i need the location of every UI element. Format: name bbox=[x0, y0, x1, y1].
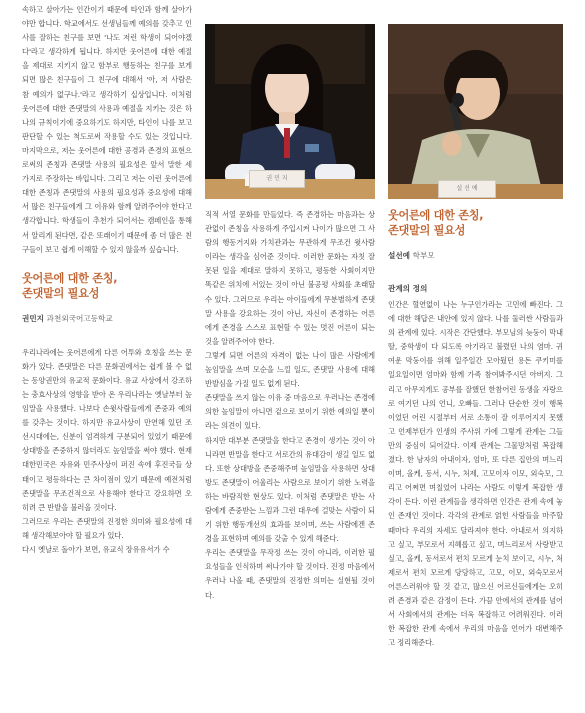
author-school: 과천외국어고등학교 bbox=[46, 313, 113, 323]
column-2-paragraph-3: 존댓말을 쓰지 않는 이유 중 마음으로 우러나는 존경에 의한 높임말이 아니면 겉으로 보이기 위한 예의일 뿐이라는 의견이 있다. bbox=[205, 393, 375, 431]
section-subheading: 관계의 정의 bbox=[388, 284, 428, 293]
article-heading: 웃어른에 대한 존칭, 존댓말의 필요성 bbox=[22, 271, 118, 300]
column-1-body bbox=[22, 346, 192, 557]
author-byline-2 bbox=[388, 250, 563, 261]
student-name-plate: 권 민 지 bbox=[249, 170, 305, 188]
column-1-paragraph-3: 그러므로 우리는 존댓말의 진정한 의미와 필요성에 대해 생각해보아야 할 필요가 있다. bbox=[22, 516, 192, 540]
column-1-paragraph-4: 다시 옛날로 돌아가 보면, 유교식 장유유서가 수 bbox=[22, 545, 170, 554]
column-3-paragraph-1: 인간은 혈연없이 나는 누구인가라는 고민에 빠진다. 그에 대한 해답은 내안에 있지 않다. 나를 둘러싼 사람들과의 관계에 있다. 시작은 간단했다. 부모님의 늦둥이 막내딸, 중학생이 다 되도록 아기라고 불렸던 나의 염마. 귀여운 막둥이를 위해 일주일간 모아뒀던 용돈 쿠키미를 일요일이면 엄마와 함께 가족 참여봐주시던 아버지. 그리고 아무지게도 공부를 잘했던 한참어린 동생을 자랑으로 여기던 나의 언니, 오빠들. 그러나 단순한 것이 행복이었던 어린 시절부터 서로 소통이 잘 이루어지지 못했고 언제부턴가 인생의 주사위 가에 그렇게 관계는 그들만의 중심이 되어갔다. 이제 관계는 그물망처럼 복잡해졌다. 한 남자의 아내이자, 엄마, 또 다른 집안의 며느리이며, 올케, 동서, 시누, 처제, 고모이자 이모, 외숙모, 그리고 어쩌면 며칠었어 나라는 사람도 이렇게 복잡한 생각이 든다. 이런 관계들을 생각하면 인간은 관계 속에 놓인 존재인 것이다. 각각의 관계로 얽힌 사람들을 마주할 때마다 우리의 자세도 달라져야 한다. 아내로서 의지하고 싶고, 부모로서 지혜롭고 싶고, 며느리로서 사랑받고 싶고, 올케, 동서로서 편치 모르게 눈치 보이고, 시누, 처제로서 편치 모르게 당당하고, 고모, 이모, 외숙모로서 어른스러워야 할 것 같고, 많으신 어르신들에게는 오히려 존경과 같은 감정이 든다. 가끔 안에서의 관계를 넘어서 사회에서의 관계는 더욱 복잡하고 어려워진다. 이러한 복잡한 관계 속에서 우리의 마음을 언어가 대변해주고 정리해준다. bbox=[388, 300, 563, 648]
column-2-paragraph-4: 하지만 대부분 존댓말을 한다고 존경이 생기는 것이 아니라면 반말을 한다고 서로간의 유대감이 생길 일도 없다. 또한 상대방을 존중해주며 높임말을 사용하면 상대방도 존댓말이 어울리는 사람으로 보이기 위한 노력을 하는 바람직한 현상도 있다. 이처럼 존댓말은 받는 사람에게 존중받는 느낌과 그런 대우에 걸맞는 사람이 되기 위한 행동개선의 효과를 보이며, 쓰는 사람에겐 존경을 표현하며 예의를 갖출 수 있게 해준다. bbox=[205, 435, 375, 544]
parent-photo bbox=[388, 24, 563, 199]
author-name-2: 설선예 bbox=[388, 251, 411, 260]
column-1-paragraph-2: 우리나라에는 웃어른에게 다른 어투와 호칭을 쓰는 문화가 있다. 존댓말은 다른 문화권에서는 쉽게 볼 수 없는 동양권만의 유교적 문화이다. 유교 사상에서 강조하는 충효사상의 영향을 받아 온 우리나라는 옛날부터 높임말을 사용했다. 나보다 손윗사람들에게 존중과 예의를 갖추는 것이다. 하지만 유교사상이 만연해 있던 조선시대에는, 신분이 엄격하게 구분되어 있었기 때문에 상대방을 존중하지 않더라도 높임말을 써야 했다. 현재 대한민국은 자유와 민주사상이 퍼진 속에 후진국들 상태이고 평등하다는 큰 차이점이 있기 때문에 예전처럼 존댓말을 무조건적으로 사용해야 한다고 강요하면 오히려 큰 반발을 불러올 것이다. bbox=[22, 347, 192, 512]
column-3 bbox=[388, 208, 563, 650]
parent-name-plate: 설 선 예 bbox=[438, 180, 496, 198]
column-2-paragraph-2: 그렇게 되면 어른의 자격이 없는 나이 많은 사람에게 높임말을 쓰며 모순을 느낄 일도, 존댓말 사용에 대해 반발심을 가질 일도 없게 된다. bbox=[205, 350, 375, 389]
column-2 bbox=[205, 208, 375, 603]
column-2-paragraph-5: 우리는 존댓말을 무작정 쓰는 것이 아니라, 이러한 필요성들을 인식하며 써나가야 할 것이다. 진정 마음에서 우러나 나올 때, 존댓말의 진정한 의미는 실현될 것이다. bbox=[205, 548, 375, 600]
parent-photo-illustration bbox=[388, 24, 563, 199]
column-1 bbox=[22, 0, 192, 557]
author-role-2: 학부모 bbox=[412, 251, 435, 260]
article-heading-2: 웃어른에 대한 존칭, 존댓말의 필요성 bbox=[388, 209, 484, 237]
student-photo bbox=[205, 24, 375, 199]
column-1-paragraph-1: 속하고 살아가는 인간이기 때문에 타인과 함께 살아가야만 합니다. 학교에서도 선생님들께 예의를 갖추고 인사를 잘하는 친구를 보면 '나도 저런 학생이 되어야겠다'라고 생각하게 됩니다. 하지만 웃어른에 대한 예절을 제대로 지키지 않고 함부로 행동하는 친구를 보게 되면 많은 친구들이 그 친구에 대해서 '아, 저 사람은 참 예의가 없구나.'라고 생각하기 십상입니다. 이처럼 웃어른에 대한 존댓말의 사용과 예절을 지키는 것은 하나의 규칙이기에 중요하기도 하지만, 타인이 나를 보고 판단할 수 있는 척도로써 작용할 수도 있는 것입니다. 마지막으로, 저는 웃어른에 대한 공경과 존경의 표현으로써의 존칭과 존댓말 사용의 필요성은 앞서 말한 세 가지로 주장하는 바입니다. 그리고 저는 이런 웃어른에 대한 존칭과 존댓말의 사용의 필요성과 중요성에 대해서 많은 친구들에게 그 이유와 함께 알려주어야 한다고 생각합니다. 학생들이 추천가 되어서는 캠페인을 통해서 알리게 된다면, 같은 또래이기 때문에 좀 더 많은 친구들이 보고 쉽게 이해할 수 있지 않을까 싶습니다. bbox=[22, 5, 192, 254]
author-byline bbox=[22, 313, 192, 324]
column-2-paragraph-1: 직적 서열 문화를 만들었다. 즉 존경하는 마음과는 상관없이 존칭을 사용하게 주입시켜 나이가 많으면 그 사람의 행동거지와 가치관과는 무관하게 무조건 윗사람이라는 생각을 심어준 것이다. 이러한 문화는 자칫 잘못된 일을 제대로 말하지 못하고, 평등한 사회이지만 똑같은 위치에 서있는 것이 아닌 불공평 사회를 초래할 수 있다. 그러므로 우리는 아이들에게 무분별하게 존댓말 사용을 강요하는 것이 아닌, 자신이 존경하는 어른에게 존경을 스스로 표현할 수 있는 멋진 어른이 되는 것을 알려주어야 한다. bbox=[205, 210, 375, 346]
author-name: 권민지 bbox=[22, 313, 45, 323]
